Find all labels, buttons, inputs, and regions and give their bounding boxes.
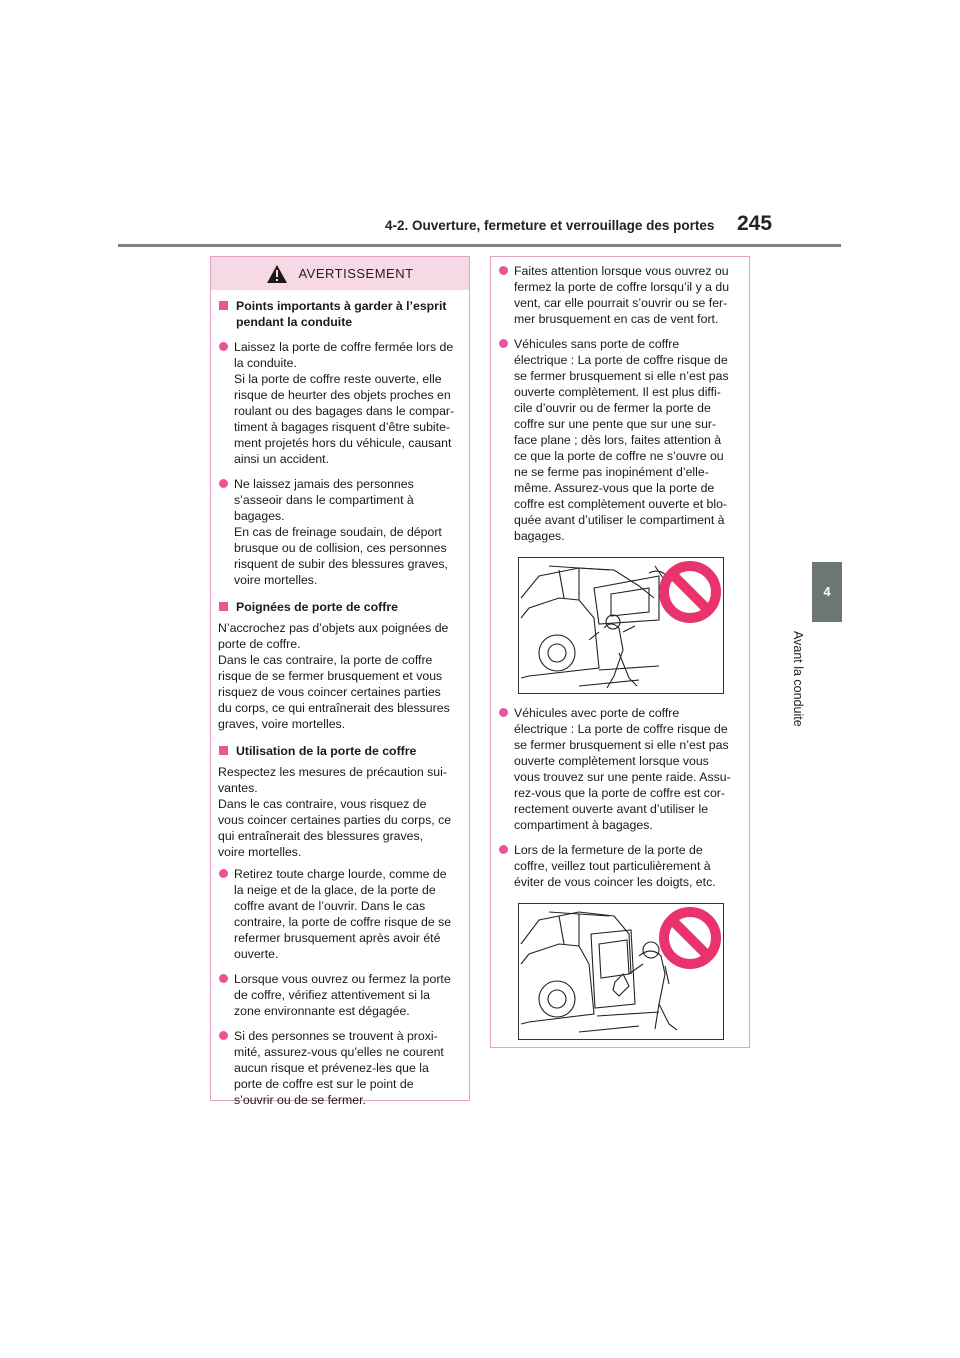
text-line: la conduite. — [234, 356, 297, 370]
text-line: contraire, la porte de coffre risque de se — [234, 915, 452, 929]
text-line: vous coincer certaines parties du corps, ce — [218, 813, 452, 827]
text-line: s’ouvrir ou de se fermer. — [234, 1093, 366, 1107]
text-line: graves, voire mortelles. — [218, 717, 346, 731]
text-line: Laissez la porte de coffre fermée lors de — [234, 340, 454, 354]
text-line: ouverte. — [234, 947, 279, 961]
warning-box-right — [490, 256, 750, 1048]
section-heading — [218, 743, 457, 759]
text-line: Lors de la fermeture de la porte de — [514, 843, 703, 857]
text-line: zone environnante est dégagée. — [234, 1004, 410, 1018]
text-line: coffre, veillez tout particulièrement à — [514, 859, 711, 873]
text-line: vous trouvez sur une pente raide. Assu- — [514, 770, 731, 784]
bullet-item — [498, 705, 737, 833]
text-line: rez-vous que la porte de coffre est cor- — [514, 786, 725, 800]
text-line: Si la porte de coffre reste ouverte, elle — [234, 372, 442, 386]
section-heading — [218, 599, 457, 615]
text-line: Retirez toute charge lourde, comme de — [234, 867, 447, 881]
bullet-item — [218, 971, 457, 1019]
square-bullet-icon — [219, 602, 228, 611]
text-line: brusque ou de collision, ces personnes — [234, 541, 447, 555]
text-line: Dans le cas contraire, la porte de coffre — [218, 653, 433, 667]
text-line: du corps, ce qui entraînerait des blessures — [218, 701, 450, 715]
text-line: roulant ou des bagages dans le compar- — [234, 404, 455, 418]
text-line: qui entraînerait des blessures graves, — [218, 829, 424, 843]
text-line: risque de se fermer brusquement et vous — [218, 669, 443, 683]
text-line: aucun risque et prévenez-les que la — [234, 1061, 429, 1075]
warning-right-content — [491, 257, 749, 1040]
warning-box-left — [210, 256, 470, 1107]
text-line: N’accrochez pas d’objets aux poignées de — [218, 621, 449, 635]
text-line: bagages. — [234, 509, 285, 523]
round-bullet-icon — [499, 266, 508, 275]
square-bullet-icon — [219, 746, 228, 755]
bullet-item — [218, 866, 457, 962]
bullet-item — [218, 476, 457, 588]
round-bullet-icon — [499, 708, 508, 717]
text-line: face plane ; dès lors, faites attention à — [514, 433, 722, 447]
text-line: mer brusquement en cas de vent fort. — [514, 312, 719, 326]
text-line: refermer brusquement après avoir été — [234, 931, 441, 945]
text-line: Faites attention lorsque vous ouvrez ou — [514, 264, 729, 278]
illustration-person-closing-tailgate — [518, 903, 724, 1040]
text-line: s’asseoir dans le compartiment à — [234, 493, 414, 507]
text-line: En cas de freinage soudain, de déport — [234, 525, 442, 539]
heading-line: Poignées de porte de coffre — [236, 600, 398, 614]
text-line: Si des personnes se trouvent à proxi- — [234, 1029, 438, 1043]
chapter-tab: 4 — [812, 562, 842, 622]
warning-title: AVERTISSEMENT — [298, 266, 414, 281]
bullet-item — [218, 1028, 457, 1108]
paragraph — [218, 764, 457, 860]
text-line: fermez la porte de coffre lorsqu’il y a du — [514, 280, 730, 294]
text-line: Véhicules avec porte de coffre — [514, 706, 680, 720]
text-line: quée avant d’utiliser le compartiment à — [514, 513, 725, 527]
round-bullet-icon — [499, 845, 508, 854]
bullet-item — [498, 336, 737, 544]
text-line: timent à bagages risquent d’être subite- — [234, 420, 451, 434]
text-line: électrique : La porte de coffre risque de — [514, 722, 728, 736]
page-number: 245 — [737, 212, 773, 235]
text-line: coffre avant de l’ouvrir. Dans le cas — [234, 899, 426, 913]
heading-line: Points importants à garder à l’esprit — [236, 299, 447, 313]
text-line: risquent de subir des blessures graves, — [234, 557, 448, 571]
text-line: ce que la porte de coffre ne s’ouvre ou — [514, 449, 724, 463]
text-line: voire mortelles. — [234, 573, 318, 587]
warning-header — [211, 257, 469, 290]
text-line: de coffre, vérifiez attentivement si la — [234, 988, 430, 1002]
text-line: vantes. — [218, 781, 258, 795]
text-line: Dans le cas contraire, vous risquez de — [218, 797, 427, 811]
text-line: Ne laissez jamais des personnes — [234, 477, 414, 491]
text-line: ment projetés hors du véhicule, causant — [234, 436, 452, 450]
round-bullet-icon — [219, 869, 228, 878]
text-line: éviter de vous coincer les doigts, etc. — [514, 875, 716, 889]
heading-line: pendant la conduite — [236, 315, 353, 329]
text-line: rectement ouverte avant d’utiliser le — [514, 802, 709, 816]
chapter-label — [787, 631, 807, 741]
text-line: porte de coffre. — [218, 637, 301, 651]
text-line: risquez de vous coincer certaines parties — [218, 685, 441, 699]
text-line: Respectez les mesures de précaution sui- — [218, 765, 447, 779]
text-line: coffre sur une pente que sur une sur- — [514, 417, 717, 431]
text-line: risque de heurter des objets proches en — [234, 388, 451, 402]
text-line: se fermer brusquement si elle n’est pas — [514, 369, 729, 383]
paragraph — [218, 620, 457, 732]
chapter-label-text: Avant la conduite — [791, 631, 805, 727]
text-line: ouverte complètement lorsque vous — [514, 754, 709, 768]
round-bullet-icon — [219, 342, 228, 351]
text-line: ainsi un accident. — [234, 452, 330, 466]
text-line: même. Assurez-vous que la porte de — [514, 481, 715, 495]
bullet-item — [498, 842, 737, 890]
text-line: bagages. — [514, 529, 565, 543]
text-line: Véhicules sans porte de coffre — [514, 337, 680, 351]
text-line: voire mortelles. — [218, 845, 302, 859]
text-line: coffre est complètement ouverte et blo- — [514, 497, 728, 511]
round-bullet-icon — [219, 1031, 228, 1040]
header-divider — [118, 244, 841, 247]
text-line: se fermer brusquement si elle n’est pas — [514, 738, 729, 752]
text-line: mité, assurez-vous qu’elles ne courent — [234, 1045, 444, 1059]
warning-triangle-icon — [266, 264, 288, 284]
text-line: compartiment à bagages. — [514, 818, 653, 832]
round-bullet-icon — [499, 339, 508, 348]
section-title: 4-2. Ouverture, fermeture et verrouillage des portes — [385, 218, 715, 233]
warning-left-content — [211, 298, 469, 1108]
text-line: porte de coffre est sur le point de — [234, 1077, 414, 1091]
illustration-person-under-tailgate — [518, 557, 724, 694]
section-heading — [218, 298, 457, 330]
text-line: électrique : La porte de coffre risque de — [514, 353, 728, 367]
round-bullet-icon — [219, 479, 228, 488]
text-line: ouverte complètement. Il est plus diffi- — [514, 385, 721, 399]
bullet-item — [498, 263, 737, 327]
square-bullet-icon — [219, 301, 228, 310]
text-line: cile d’ouvrir ou de fermer la porte de — [514, 401, 711, 415]
round-bullet-icon — [219, 974, 228, 983]
text-line: Lorsque vous ouvrez ou fermez la porte — [234, 972, 451, 986]
heading-line: Utilisation de la porte de coffre — [236, 744, 417, 758]
bullet-item — [218, 339, 457, 467]
prohibition-icon — [519, 558, 723, 693]
prohibition-icon — [519, 904, 723, 1039]
text-line: ne se ferme pas inopinément d’elle- — [514, 465, 709, 479]
text-line: la neige et de la glace, de la porte de — [234, 883, 436, 897]
text-line: vent, car elle pourrait s’ouvrir ou se fer- — [514, 296, 728, 310]
